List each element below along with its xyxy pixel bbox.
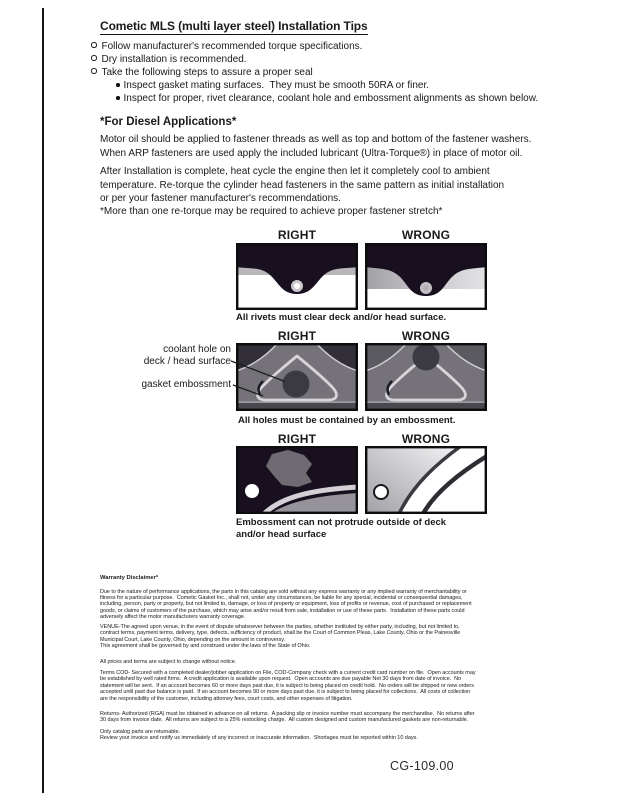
bolt-hole xyxy=(374,485,388,499)
embossment-wrong-panel xyxy=(365,343,487,411)
legal-line: Due to the nature of performance applications, the parts in this catalog are sold without any express warranty or any implied warranty of merchantability or xyxy=(100,588,467,595)
tip-text: Dry installation is recommended. xyxy=(101,54,247,65)
right-label-1: RIGHT xyxy=(277,228,317,242)
legal-line: Only catalog parts are returnable. xyxy=(100,728,180,735)
legal-line: are the responsibility of the customer, including attorney fees, court costs, and other expenses of litigation. xyxy=(100,695,353,702)
protrusion-right-panel xyxy=(236,446,358,514)
legal-line: statement will be sent. If an account becomes 60 or more days past due, it is subject to being placed on credit hold. No orders will be shipped or new orders xyxy=(100,682,474,689)
legal-line: goods, or claims of customers of the purchase, which may arise and/or result from sale, installation or use of these parts. Installation of these parts could xyxy=(100,607,465,614)
returns-paragraph xyxy=(100,711,540,724)
rivet-caption: All rivets must clear deck and/or head surface. xyxy=(236,312,447,323)
page-title: Cometic MLS (multi layer steel) Installation Tips xyxy=(100,19,368,33)
open-bullet-icon xyxy=(91,68,97,74)
diesel-paragraph-2 xyxy=(100,165,504,206)
protrusion-caption-line2: and/or head surface xyxy=(236,529,327,540)
legal-line: adversely affect the motor manufacturers warranty coverage. xyxy=(100,614,246,621)
protrusion-caption-line1: Embossment can not protrude outside of deck xyxy=(236,517,447,528)
venue-paragraph xyxy=(100,624,540,650)
tip-text: Inspect gasket mating surfaces. They must be smooth 50RA or finer. xyxy=(123,80,430,91)
rivet-right-diagram xyxy=(236,243,358,310)
open-bullet-icon xyxy=(91,42,97,48)
tip-text: Take the following steps to assure a proper seal xyxy=(101,67,313,78)
rivet-center xyxy=(423,285,429,291)
open-bullet-icon xyxy=(91,55,97,61)
legal-line: This agreement shall be governed by and construed under the laws of the State of Ohio. xyxy=(100,643,311,650)
wrong-label-1: WRONG xyxy=(401,228,451,242)
coolant-hole-note-line2: deck / head surface xyxy=(143,356,231,367)
legal-section xyxy=(100,575,540,742)
paragraph-line: Motor oil should be applied to fastener threads as well as top and bottom of the fastener washers. xyxy=(100,134,532,145)
legal-line: Review your invoice and notify us immediately of any incorrect or inaccurate information. Shortages must be reported within 10 days. xyxy=(100,735,418,742)
diesel-paragraph-1 xyxy=(100,133,531,160)
right-label-2: RIGHT xyxy=(277,329,317,343)
protrusion-right-diagram xyxy=(236,446,358,514)
tip-bullet-1 xyxy=(91,41,362,52)
coolant-hole xyxy=(283,371,310,398)
warranty-paragraph xyxy=(100,589,540,621)
legal-line: All prices and terms are subject to change without notice. xyxy=(100,658,237,665)
bolt-hole xyxy=(245,484,259,498)
page-code: CG-109.00 xyxy=(390,759,454,773)
warranty-disclaimer-heading: Warranty Disclaimer* xyxy=(100,575,159,581)
legal-line: Returns- Authorized (RGA) must be obtained in advance on all returns. A packing slip or invoice number must accompany the merchandise. No returns after xyxy=(100,710,475,717)
page-edge-rule xyxy=(42,8,44,793)
protrusion-wrong-diagram xyxy=(365,446,487,514)
rivet-center xyxy=(294,283,300,289)
embossment-right-diagram xyxy=(236,343,358,411)
embossment-wrong-diagram xyxy=(365,343,487,411)
tip-sub-bullet-1 xyxy=(116,80,429,91)
deck-line xyxy=(365,402,487,403)
tip-sub-bullet-2 xyxy=(116,93,538,104)
deck-line xyxy=(236,402,358,403)
paragraph-line: *More than one re-torque may be required to achieve proper fastener stretch* xyxy=(100,206,443,217)
right-label-3: RIGHT xyxy=(277,432,317,446)
filled-bullet-icon xyxy=(116,83,120,87)
catalog-parts-paragraph xyxy=(100,729,540,742)
tip-bullet-3 xyxy=(91,67,313,78)
paragraph-line: When ARP fasteners are used apply the included lubricant (Ultra-Torque®) in place of motor oil. xyxy=(100,147,523,159)
protrusion-wrong-panel xyxy=(365,446,487,514)
paragraph-line: After Installation is complete, heat cycle the engine then let it completely cool to ambient xyxy=(100,166,490,177)
diesel-section-heading: *For Diesel Applications* xyxy=(100,116,237,128)
tip-text: Inspect for proper, rivet clearance, coolant hole and embossment alignments as shown below. xyxy=(123,93,539,104)
legal-line: contract terms, payment terms, delivery, type, defects, sufficiency of product, shall be the Court of Common Pleas, Lake County, Ohio or the Painesville xyxy=(100,630,461,637)
legal-line: including, person, party or property, but not limited to, damage, or loss of property or equipment, loss of profits or revenue, cost of purchased or replacement xyxy=(100,601,472,608)
tip-bullet-2 xyxy=(91,54,247,65)
rivet-wrong-diagram xyxy=(365,243,487,310)
rivet-right-panel xyxy=(236,243,358,310)
legal-line: 30 days from invoice date. All returns are subject to a 25% restocking charge. All custom designed and custom manufactured gaskets are non-returnable. xyxy=(100,717,469,724)
tip-text: Follow manufacturer's recommended torque specifications. xyxy=(101,41,363,52)
filled-bullet-icon xyxy=(116,96,120,100)
embossment-right-panel xyxy=(236,343,358,411)
prices-paragraph xyxy=(100,659,540,665)
legal-line: fitness for a particular purpose. Cometic Gasket Inc., shall not, under any circumstances, be liable for any special, incidental or consequential damages, xyxy=(100,594,463,601)
paragraph-line: or per your fastener manufacturer's recommendations. xyxy=(100,193,341,204)
coolant-hole-note-line1: coolant hole on xyxy=(163,344,231,355)
legal-line: Terms COD- Secured with a completed dealer/jobber application on File, COD-Company check with a current credit card number on file. Open accounts may xyxy=(100,670,476,677)
legal-line: be established by well rated firms. A credit application is available upon request. Open accounts are due payable Net 30 days from date of invoice. No xyxy=(100,676,462,683)
legal-line: Municipal Court, Lake County, Ohio, depending on the amount in controversy. xyxy=(100,636,285,643)
paragraph-line: temperature. Re-torque the cylinder head fasteners in the same pattern as initial installation xyxy=(100,179,505,191)
legal-line: accepted until past due balance is paid. If an account becomes 90 or more days past due, it is subject to being placed for collections. All costs of collection xyxy=(100,689,471,696)
coolant-hole xyxy=(413,344,440,371)
wrong-label-3: WRONG xyxy=(401,432,451,446)
wrong-label-2: WRONG xyxy=(401,329,451,343)
holes-caption: All holes must be contained by an embossment. xyxy=(238,415,456,426)
legal-line: VENUE-The agreed upon venue, in the event of dispute whatsoever between the parties, whether instituted by either party, including, but not limited to, xyxy=(100,623,460,630)
terms-paragraph xyxy=(100,670,540,702)
gasket-embossment-note: gasket embossment xyxy=(141,379,231,390)
retorque-note xyxy=(100,205,442,219)
rivet-wrong-panel xyxy=(365,243,487,310)
